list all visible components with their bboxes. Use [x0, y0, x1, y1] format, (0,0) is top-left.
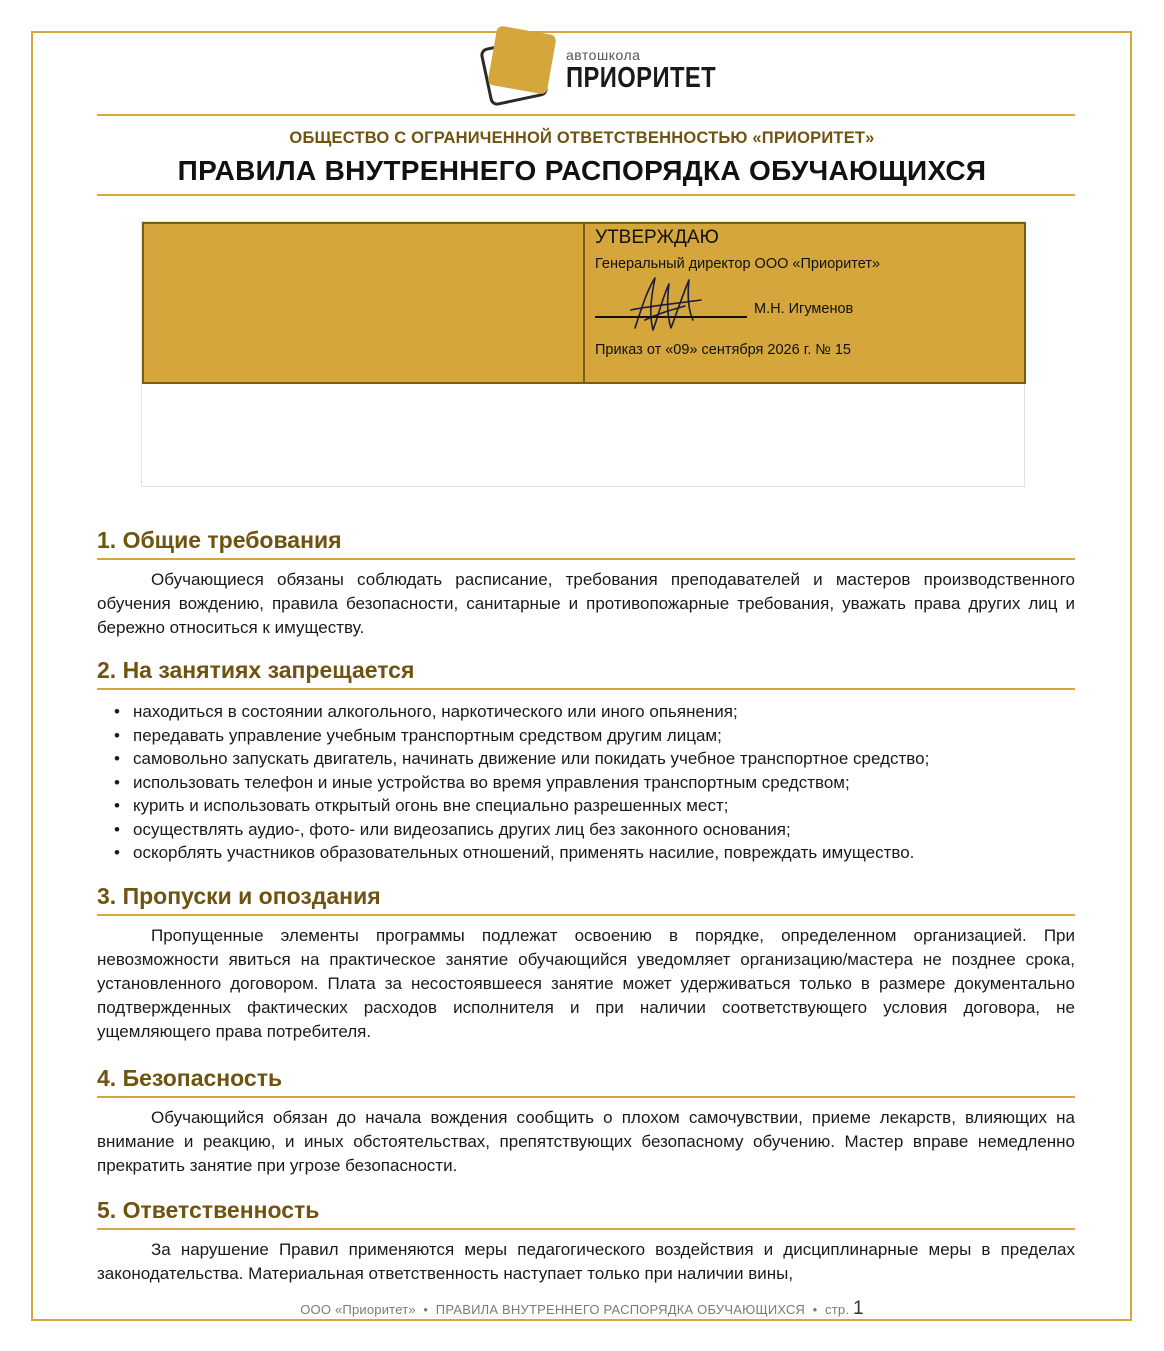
section-title: 5. Ответственность	[97, 1196, 1075, 1230]
section-title: 3. Пропуски и опоздания	[97, 882, 1075, 916]
director-name: М.Н. Игуменов	[754, 301, 854, 317]
section-general	[97, 526, 1075, 640]
director-signature	[627, 270, 707, 340]
page-number: 1	[852, 1298, 864, 1319]
header-rule-bottom	[97, 194, 1075, 196]
list-item: • оскорблять участников образовательных отношений, применять насилие, повреждать имущество.	[133, 841, 1075, 865]
list-item: • осуществлять аудио-, фото- или видеозапись других лиц без законного основания;	[133, 818, 1075, 842]
list-item: • передавать управление учебным транспортным средством другим лицам;	[133, 724, 1075, 748]
approval-block	[141, 221, 1025, 487]
section-absences	[97, 882, 1075, 1044]
approval-heading: УТВЕРЖДАЮ	[595, 227, 719, 248]
approval-role: Генеральный директор ООО «Приоритет»	[595, 256, 881, 272]
approval-order: Приказ от «09» сентября 2026 г. № 15	[595, 342, 852, 358]
document-title: ПРАВИЛА ВНУТРЕННЕГО РАСПОРЯДКА ОБУЧАЮЩИХСЯ	[177, 155, 987, 186]
section-text: За нарушение Правил применяются меры педагогического воздействия и дисциплинарные меры в пределах законодательства. Материальная ответственность наступает только при наличии вины,	[97, 1240, 1075, 1283]
footer-org: ООО «Приоритет»	[300, 1302, 416, 1317]
section-prohibited	[97, 656, 1075, 865]
section-title: 4. Безопасность	[97, 1064, 1075, 1098]
logo-subtitle: автошкола	[566, 47, 641, 63]
footer-separator: •	[423, 1302, 429, 1317]
approval-divider	[583, 222, 585, 384]
organization-name: ОБЩЕСТВО С ОГРАНИЧЕННОЙ ОТВЕТСТВЕННОСТЬЮ «ПРИОРИТЕТ»	[289, 129, 875, 147]
school-logo	[478, 22, 717, 114]
section-title: 1. Общие требования	[97, 526, 1075, 560]
section-text: Обучающийся обязан до начала вождения сообщить о плохом самочувствии, приеме лекарств, влияющих на внимание и реакцию, и иных обстоятельствах, препятствующих безопасному обучению. Мастер вправе немедленно прекратить занятие при угрозе безопасности.	[97, 1108, 1075, 1175]
list-item: • курить и использовать открытый огонь вне специально разрешенных мест;	[133, 794, 1075, 818]
section-text: Обучающиеся обязаны соблюдать расписание, требования преподавателей и мастеров производственного обучения вождению, правила безопасности, санитарные и противопожарные требования, уважать права других лиц и бережно относиться к имуществу.	[97, 570, 1075, 637]
logo-title: ПРИОРИТЕТ	[566, 62, 717, 94]
list-item: • использовать телефон и иные устройства во время управления транспортным средством;	[133, 771, 1075, 795]
signature-line	[595, 316, 747, 318]
list-item: • самовольно запускать двигатель, начинать движение или покидать учебное транспортное средство;	[133, 747, 1075, 771]
section-responsibility	[97, 1196, 1075, 1286]
header-rule-top	[97, 114, 1075, 116]
footer-page-label: стр.	[825, 1302, 850, 1317]
footer-separator: •	[812, 1302, 818, 1317]
section-safety	[97, 1064, 1075, 1178]
list-item: • находиться в состоянии алкогольного, наркотического или иного опьянения;	[133, 700, 1075, 724]
section-text: Пропущенные элементы программы подлежат освоению в порядке, определенном организацией. При невозможности явиться на практическое занятие обучающийся уведомляет организацию/мастера не позднее срока, установленного договором. Плата за несостоявшееся занятие может удерживаться только в размере документально подтвержденных фактических расходов исполнителя и при наличии соответствующего условия договора, не ущемляющего права потребителя.	[97, 926, 1075, 1041]
page-footer	[0, 1298, 1164, 1320]
prohibited-list	[97, 700, 1075, 865]
logo-mark-icon	[478, 22, 568, 114]
footer-title: ПРАВИЛА ВНУТРЕННЕГО РАСПОРЯДКА ОБУЧАЮЩИХСЯ	[435, 1302, 806, 1317]
section-title: 2. На занятиях запрещается	[97, 656, 1075, 690]
